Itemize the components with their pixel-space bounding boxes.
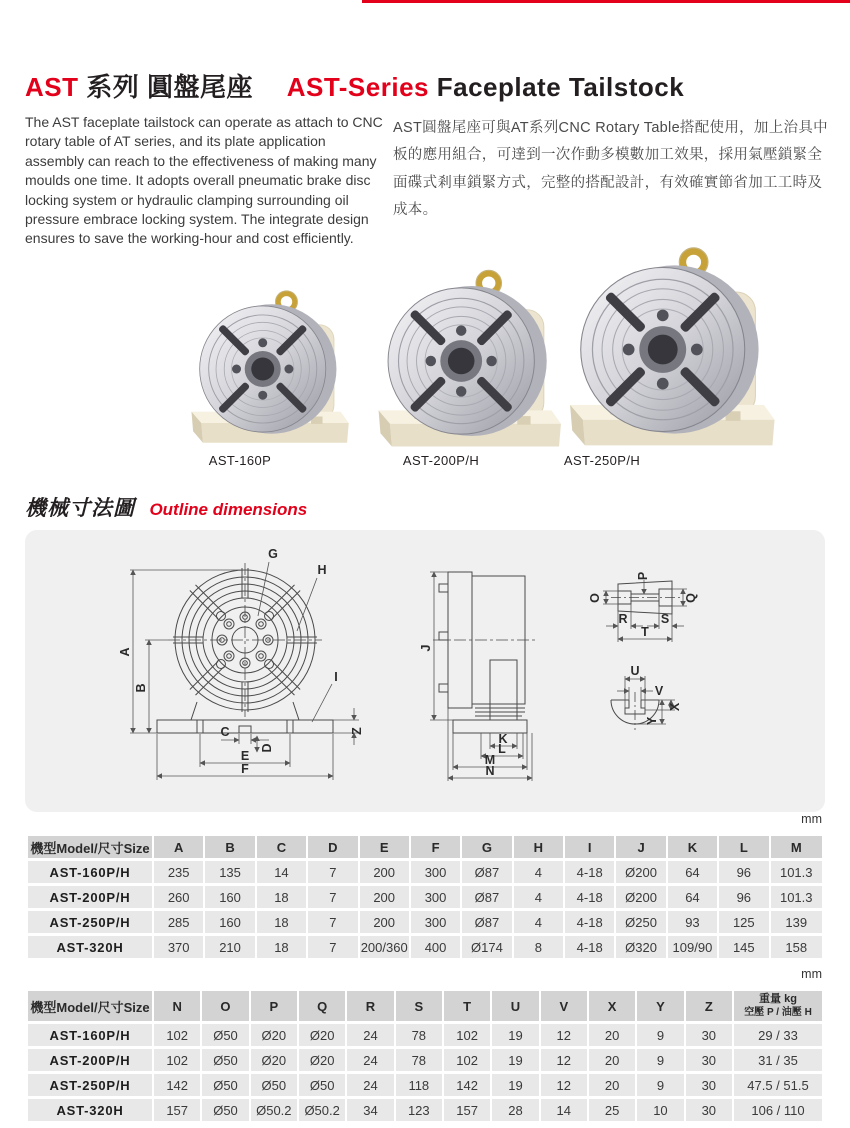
model-name-cell: AST-250P/H (28, 1074, 154, 1099)
title-series-zh: 系列 圓盤尾座 (86, 72, 253, 103)
dim-label-n: N (485, 764, 495, 778)
spec-value-cell: Ø50.2 (251, 1099, 299, 1124)
column-header-cell: N (154, 991, 202, 1024)
dim-label-z: Z (350, 727, 364, 735)
outline-dimensions-panel (25, 530, 825, 812)
spec-value-cell: 4-18 (565, 861, 616, 886)
model-name-cell: AST-250P/H (28, 911, 154, 936)
spec-value-cell: 78 (396, 1024, 444, 1049)
dim-label-m: M (484, 753, 496, 767)
spec-value-cell: 139 (771, 911, 823, 936)
column-header-cell: Z (686, 991, 734, 1024)
column-header-cell: U (492, 991, 540, 1024)
spec-value-cell: 18 (257, 911, 308, 936)
spec-value-cell: 370 (154, 936, 205, 961)
title-series-code: AST-Series (286, 72, 429, 103)
spec-value-cell: Ø50 (202, 1099, 250, 1124)
table-header-row (28, 836, 822, 861)
column-header-cell: M (771, 836, 823, 861)
column-header-cell: I (565, 836, 616, 861)
spec-value-cell: Ø20 (251, 1049, 299, 1074)
spec-value-cell: 102 (444, 1024, 492, 1049)
spec-value-cell: 109/90 (668, 936, 719, 961)
spec-value-cell: 93 (668, 911, 719, 936)
column-header-cell: B (205, 836, 256, 861)
outline-heading-en: Outline dimensions (149, 500, 308, 519)
front-view-dimensions (130, 562, 359, 780)
dim-label-i: I (334, 670, 338, 684)
spec-value-cell: 8 (514, 936, 565, 961)
front-view-labels (118, 547, 364, 776)
dim-label-c: C (220, 725, 230, 739)
spec-value-cell: 200 (360, 886, 411, 911)
dim-label-b: B (134, 683, 148, 693)
spec-value-cell: 160 (205, 886, 256, 911)
front-view-drawing (157, 563, 333, 733)
spec-value-cell: 64 (668, 861, 719, 886)
spec-value-cell: 300 (411, 911, 462, 936)
column-header-cell: G (462, 836, 513, 861)
table-header-row (28, 991, 822, 1024)
model-name-cell: AST-200P/H (28, 1049, 154, 1074)
model-name-cell: AST-160P/H (28, 1024, 154, 1049)
product-label: AST-200P/H (402, 453, 480, 468)
spec-value-cell: 142 (444, 1074, 492, 1099)
column-header-cell: K (668, 836, 719, 861)
spec-table-secondary (28, 991, 822, 1124)
top-accent-line (362, 0, 850, 3)
spec-value-cell: Ø320 (616, 936, 667, 961)
model-name-cell: AST-320H (28, 1099, 154, 1124)
spec-value-cell: Ø250 (616, 911, 667, 936)
spec-value-cell: 30 (686, 1074, 734, 1099)
unit-label-mm: mm (801, 812, 822, 826)
header-line: 空壓 P / 油壓 H (744, 1006, 812, 1018)
dim-label-o: O (588, 593, 602, 603)
spec-row (28, 861, 822, 886)
column-header-cell: T (444, 991, 492, 1024)
spec-value-cell: 9 (637, 1074, 685, 1099)
spec-value-cell: 18 (257, 886, 308, 911)
spec-value-cell: 7 (308, 911, 359, 936)
column-header-cell: S (396, 991, 444, 1024)
spec-value-cell: 96 (719, 861, 770, 886)
spec-value-cell: 28 (492, 1099, 540, 1124)
spec-value-cell: 20 (589, 1049, 637, 1074)
spec-value-cell: Ø20 (299, 1049, 347, 1074)
spec-value-cell: 30 (686, 1099, 734, 1124)
spec-value-cell: 102 (154, 1024, 202, 1049)
spec-value-cell: 158 (771, 936, 823, 961)
spec-table-secondary-wrap (28, 991, 822, 1124)
spec-value-cell: 200 (360, 911, 411, 936)
spec-value-cell: 34 (347, 1099, 395, 1124)
spec-value-cell: 78 (396, 1049, 444, 1074)
spec-value-cell: 4-18 (565, 911, 616, 936)
side-view-labels (419, 644, 508, 778)
column-header-cell: V (541, 991, 589, 1024)
model-size-header-cell: 機型Model/尺寸Size (28, 836, 154, 861)
spec-value-cell: 96 (719, 886, 770, 911)
dim-label-k: K (498, 732, 508, 746)
column-header-cell: X (589, 991, 637, 1024)
spec-value-cell: 24 (347, 1024, 395, 1049)
spec-value-cell: 30 (686, 1024, 734, 1049)
spec-value-cell: 12 (541, 1074, 589, 1099)
dim-label-j: J (419, 644, 433, 652)
outline-section-heading (25, 492, 307, 522)
title-series-en: Faceplate Tailstock (436, 72, 685, 103)
dim-label-d: D (260, 743, 274, 753)
column-header-cell: E (360, 836, 411, 861)
product-photo-ast-160p (180, 287, 352, 451)
dim-label-p: P (636, 571, 650, 581)
spec-value-cell: Ø20 (299, 1024, 347, 1049)
spec-value-cell: Ø87 (462, 911, 513, 936)
spec-value-cell: 300 (411, 886, 462, 911)
spec-value-cell: 7 (308, 861, 359, 886)
collet-view-drawing (611, 581, 680, 614)
product-photo-ast-200ph (365, 266, 565, 456)
product-photo-ast-250ph (555, 243, 779, 456)
spec-row (28, 886, 822, 911)
dim-label-s: S (660, 612, 670, 626)
dim-label-u: U (630, 664, 640, 678)
spec-value-cell: 4-18 (565, 936, 616, 961)
spec-value-cell: 101.3 (771, 886, 823, 911)
dim-label-r: R (618, 612, 628, 626)
intro-paragraph-zh: AST圓盤尾座可與AT系列CNC Rotary Table搭配使用，加上治具中板的應用組合，可達到一次作動多模數加工效果，採用氣壓鎖緊全面碟式剎車鎖緊方式，完整的搭配設計，有效確實節省加工工時及成本。 (393, 119, 828, 218)
column-header-cell: P (251, 991, 299, 1024)
spec-row (28, 911, 822, 936)
spec-value-cell: 123 (396, 1099, 444, 1124)
dim-label-h: H (317, 563, 327, 577)
spec-value-cell: 4 (514, 886, 565, 911)
spec-value-cell: 12 (541, 1024, 589, 1049)
spec-value-cell: Ø50 (251, 1074, 299, 1099)
spec-value-cell: 7 (308, 936, 359, 961)
spec-value-cell: 4-18 (565, 886, 616, 911)
dim-label-q: Q (684, 593, 698, 603)
model-name-cell: AST-160P/H (28, 861, 154, 886)
dim-label-x: X (668, 702, 682, 712)
outline-heading-zh: 機械寸法圖 (25, 497, 135, 520)
spec-value-cell: 200/360 (360, 936, 411, 961)
spec-value-cell: 118 (396, 1074, 444, 1099)
spec-value-cell: 400 (411, 936, 462, 961)
spec-value-cell: 135 (205, 861, 256, 886)
spec-row (28, 1099, 822, 1124)
column-header-cell: C (257, 836, 308, 861)
spec-value-cell: 157 (444, 1099, 492, 1124)
product-label: AST-250P/H (563, 453, 641, 468)
dim-label-g: G (268, 547, 278, 561)
spec-value-cell: 210 (205, 936, 256, 961)
column-header-cell: Q (299, 991, 347, 1024)
spec-value-cell: 125 (719, 911, 770, 936)
spec-value-cell: Ø87 (462, 861, 513, 886)
spec-value-cell: 25 (589, 1099, 637, 1124)
spec-value-cell: 24 (347, 1049, 395, 1074)
spec-value-cell: Ø50 (202, 1074, 250, 1099)
spec-value-cell: 142 (154, 1074, 202, 1099)
spec-value-cell: 24 (347, 1074, 395, 1099)
spec-value-cell: 285 (154, 911, 205, 936)
column-header-cell: A (154, 836, 205, 861)
dim-label-t: T (641, 625, 649, 639)
spec-value-cell: 4 (514, 861, 565, 886)
spec-value-cell: 47.5 / 51.5 (734, 1074, 822, 1099)
spec-value-cell: Ø50 (299, 1074, 347, 1099)
column-header-cell: O (202, 991, 250, 1024)
column-header-cell (734, 991, 822, 1024)
spec-row (28, 1024, 822, 1049)
column-header-cell: Y (637, 991, 685, 1024)
spec-table-primary-wrap (28, 836, 822, 961)
spec-value-cell: 20 (589, 1074, 637, 1099)
spec-row (28, 1049, 822, 1074)
spec-value-cell: 145 (719, 936, 770, 961)
column-header-cell: L (719, 836, 770, 861)
spec-value-cell: 19 (492, 1024, 540, 1049)
spec-value-cell: 260 (154, 886, 205, 911)
spec-value-cell: 14 (257, 861, 308, 886)
spec-value-cell: 14 (541, 1099, 589, 1124)
spec-value-cell: 18 (257, 936, 308, 961)
spec-value-cell: 4 (514, 911, 565, 936)
dim-label-l: L (498, 742, 506, 756)
column-header-cell: J (616, 836, 667, 861)
dim-label-a: A (118, 647, 132, 657)
spec-value-cell: 9 (637, 1049, 685, 1074)
dim-label-f: F (241, 762, 249, 776)
spec-value-cell: 19 (492, 1074, 540, 1099)
spec-value-cell: 20 (589, 1024, 637, 1049)
spec-value-cell: Ø200 (616, 886, 667, 911)
spec-value-cell: Ø50.2 (299, 1099, 347, 1124)
spec-value-cell: 7 (308, 886, 359, 911)
spec-value-cell: Ø50 (202, 1024, 250, 1049)
collet-view-labels (588, 572, 698, 639)
product-label: AST-160P (208, 453, 272, 468)
dim-label-v: V (654, 684, 664, 698)
column-header-cell: F (411, 836, 462, 861)
spec-value-cell: Ø200 (616, 861, 667, 886)
spec-value-cell: 157 (154, 1099, 202, 1124)
spec-value-cell: 200 (360, 861, 411, 886)
model-name-cell: AST-320H (28, 936, 154, 961)
spec-value-cell: 102 (444, 1049, 492, 1074)
dim-label-e: E (240, 749, 250, 763)
spec-value-cell: 10 (637, 1099, 685, 1124)
dim-label-y: Y (645, 716, 659, 726)
spec-value-cell: Ø174 (462, 936, 513, 961)
clamp-view-labels (630, 664, 682, 725)
column-header-cell: R (347, 991, 395, 1024)
spec-value-cell: 160 (205, 911, 256, 936)
model-size-header-cell: 機型Model/尺寸Size (28, 991, 154, 1024)
spec-value-cell: Ø20 (251, 1024, 299, 1049)
spec-value-cell: 102 (154, 1049, 202, 1074)
outline-drawings (25, 530, 825, 812)
spec-value-cell: 9 (637, 1024, 685, 1049)
column-header-cell: H (514, 836, 565, 861)
spec-table-primary (28, 836, 822, 961)
header-line: 重量 kg (759, 993, 797, 1006)
spec-value-cell: 19 (492, 1049, 540, 1074)
spec-value-cell: Ø50 (202, 1049, 250, 1074)
spec-row (28, 1074, 822, 1099)
spec-value-cell: 101.3 (771, 861, 823, 886)
spec-value-cell: 235 (154, 861, 205, 886)
spec-value-cell: Ø87 (462, 886, 513, 911)
spec-value-cell: 64 (668, 886, 719, 911)
spec-value-cell: 300 (411, 861, 462, 886)
model-name-cell: AST-200P/H (28, 886, 154, 911)
spec-value-cell: 31 / 35 (734, 1049, 822, 1074)
spec-value-cell: 30 (686, 1049, 734, 1074)
spec-value-cell: 12 (541, 1049, 589, 1074)
spec-row (28, 936, 822, 961)
unit-label-mm: mm (801, 967, 822, 981)
spec-value-cell: 29 / 33 (734, 1024, 822, 1049)
title-model-code: AST (25, 72, 79, 103)
column-header-cell: D (308, 836, 359, 861)
spec-value-cell: 106 / 110 (734, 1099, 822, 1124)
page-title (25, 67, 684, 104)
intro-paragraph-en: The AST faceplate tailstock can operate as attach to CNC rotary table of AT series, and its plate application assembly can reach to the effectiveness of making many moulds one time. It adopts overall pneumatic brake disc locking system or hydraulic clamping surrounding oil pressure embrace locking system. The integrate design ensures to save the working-hour and cost efficiently. (25, 114, 383, 247)
side-view-drawing (433, 572, 537, 733)
